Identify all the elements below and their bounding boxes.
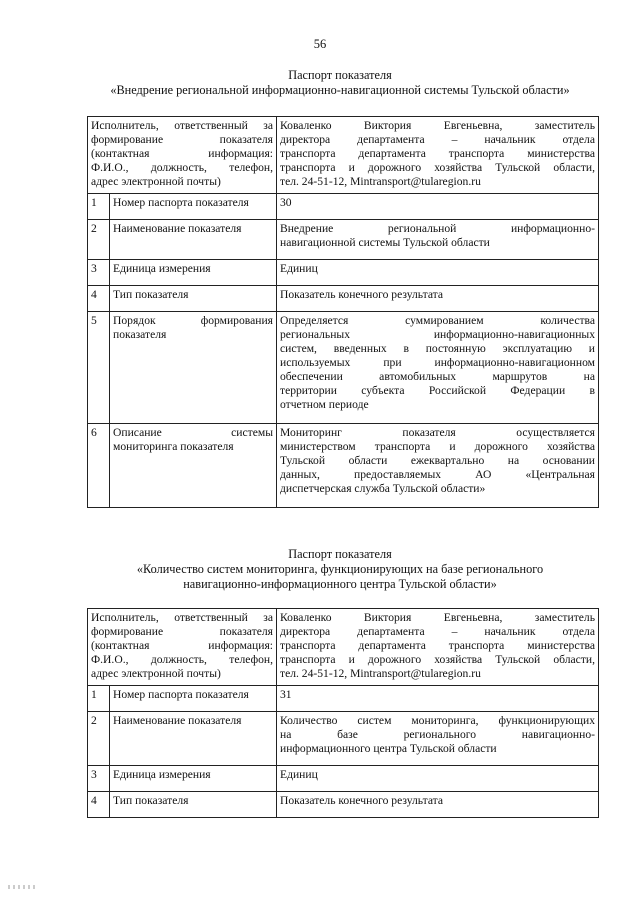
passport-title-2 [80, 547, 600, 592]
row-value: Показатель конечного результата [277, 286, 599, 312]
row-value: Единиц [277, 260, 599, 286]
row-value: Определяется суммированием количества региональных информационно-навигационных систем, введенных в постоянную эксплуатацию и используемых при информационно-навигационном обеспечении автомобильных маршрутов на территории субъекта Российской Федерации в отчетном периоде [277, 312, 599, 424]
row-label: Описание системы мониторинга показателя [110, 424, 277, 508]
row-value: Внедрение региональной информационно- навигационной системы Тульской области [277, 220, 599, 260]
row-label: Номер паспорта показателя [110, 686, 277, 712]
executor-row [88, 609, 599, 686]
table-row [88, 220, 599, 260]
row-label: Порядок формирования показателя [110, 312, 277, 424]
passport-heading: Паспорт показателя [288, 547, 392, 561]
row-value: Единиц [277, 766, 599, 792]
executor-value: Коваленко Виктория Евгеньевна, заместитель директора департамента – начальник отдела транспорта департамента транспорта министерства транспорта и дорожного хозяйства Тульской области, тел. 24-51-12, Mintransport@tularegion.ru [277, 609, 599, 686]
passport-table-2 [87, 608, 599, 818]
executor-label: Исполнитель, ответственный за формирование показателя (контактная информация: Ф.И.О., должность, телефон, адрес электронной почты) [88, 609, 277, 686]
passport-subtitle: «Внедрение региональной информационно-навигационной системы Тульской области» [110, 83, 570, 97]
row-number: 1 [88, 686, 110, 712]
row-label: Наименование показателя [110, 712, 277, 766]
passport-subtitle-line: навигационно-информационного центра Тульской области» [183, 577, 497, 591]
executor-value: Коваленко Виктория Евгеньевна, заместитель директора департамента – начальник отдела транспорта департамента транспорта министерства транспорта и дорожного хозяйства Тульской области, тел. 24-51-12, Mintransport@tularegion.ru [277, 117, 599, 194]
row-label: Тип показателя [110, 792, 277, 818]
row-value: Показатель конечного результата [277, 792, 599, 818]
scan-artifact [8, 885, 38, 889]
table-row [88, 686, 599, 712]
row-number: 4 [88, 792, 110, 818]
executor-row [88, 117, 599, 194]
executor-label: Исполнитель, ответственный за формирование показателя (контактная информация: Ф.И.О., должность, телефон, адрес электронной почты) [88, 117, 277, 194]
table-row [88, 286, 599, 312]
row-number: 2 [88, 220, 110, 260]
passport-title-1 [80, 68, 600, 98]
passport-subtitle-line: «Количество систем мониторинга, функционирующих на базе регионального [136, 562, 544, 576]
row-label: Единица измерения [110, 766, 277, 792]
row-value: 31 [277, 686, 599, 712]
row-label: Тип показателя [110, 286, 277, 312]
row-number: 3 [88, 766, 110, 792]
row-value: Мониторинг показателя осуществляется министерством транспорта и дорожного хозяйства Тульской области ежеквартально на основании данных, предоставляемых АО «Центральная диспетчерская служба Тульской области» [277, 424, 599, 508]
table-row [88, 312, 599, 424]
table-row [88, 712, 599, 766]
table-row [88, 424, 599, 508]
passport-heading: Паспорт показателя [288, 68, 392, 82]
row-number: 1 [88, 194, 110, 220]
row-label: Единица измерения [110, 260, 277, 286]
table-row [88, 260, 599, 286]
row-number: 2 [88, 712, 110, 766]
table-row [88, 766, 599, 792]
table-row [88, 792, 599, 818]
row-value: 30 [277, 194, 599, 220]
table-row [88, 194, 599, 220]
row-number: 4 [88, 286, 110, 312]
row-number: 3 [88, 260, 110, 286]
passport-table-1 [87, 116, 599, 508]
row-label: Наименование показателя [110, 220, 277, 260]
page-number: 56 [313, 37, 327, 51]
row-value: Количество систем мониторинга, функционирующих на базе регионального навигационно- информационного центра Тульской области [277, 712, 599, 766]
row-number: 5 [88, 312, 110, 424]
row-number: 6 [88, 424, 110, 508]
row-label: Номер паспорта показателя [110, 194, 277, 220]
